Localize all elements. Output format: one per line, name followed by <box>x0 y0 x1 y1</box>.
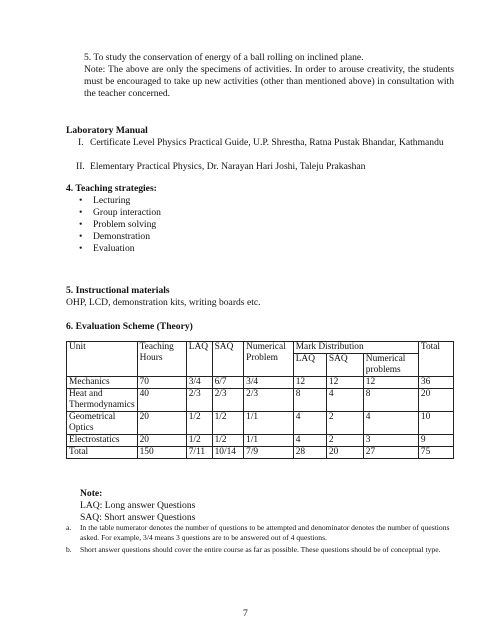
cell-numerical: 7/9 <box>244 447 294 459</box>
cell-mark-laq: 4 <box>293 435 326 447</box>
list-item: • Problem solving <box>79 219 157 230</box>
lab-manual-heading: Laboratory Manual <box>66 125 148 136</box>
table-row <box>67 377 454 389</box>
cell-unit: Total <box>67 447 138 459</box>
table-header-row <box>67 342 454 354</box>
note-saq: SAQ: Short answer Questions <box>80 512 196 523</box>
header-md-numerical: Numerical problems <box>363 354 418 377</box>
header-numerical-problem: Numerical Problem <box>244 342 294 377</box>
note-b-text: Short answer questions should cover the entire course as far as possible. These questions should be of conceptual type. <box>80 545 441 554</box>
header-unit: Unit <box>67 342 138 377</box>
cell-total: 20 <box>418 389 453 412</box>
cell-mark-laq: 8 <box>293 389 326 412</box>
header-laq: LAQ <box>186 342 212 377</box>
lab-manual-item-number: I. <box>78 137 84 148</box>
note-a-text: In the table numerator denotes the number of questions to be attempted and denominator denotes the number of questions asked. For example, 3/4 means 3 questions are to be answered out of 4 questions. <box>80 523 450 542</box>
bullet-icon: • <box>79 219 83 230</box>
cell-mark-laq: 28 <box>293 447 326 459</box>
cell-hours: 20 <box>137 412 186 435</box>
cell-mark-laq: 4 <box>293 412 326 435</box>
cell-unit: Mechanics <box>67 377 138 389</box>
evaluation-table <box>66 341 454 459</box>
cell-laq: 7/11 <box>186 447 212 459</box>
bullet-icon: • <box>79 207 83 218</box>
bullet-icon: • <box>79 195 83 206</box>
lab-manual-item-text: Elementary Practical Physics, Dr. Narayan Hari Joshi, Taleju Prakashan <box>90 161 366 172</box>
table-row <box>67 389 454 412</box>
cell-total: 9 <box>418 435 453 447</box>
lab-manual-item-number: II. <box>76 161 85 172</box>
cell-mark-numerical: 3 <box>363 435 418 447</box>
cell-numerical: 1/1 <box>244 412 294 435</box>
cell-total: 75 <box>418 447 453 459</box>
bullet-icon: • <box>79 231 83 242</box>
header-total: Total <box>418 342 453 377</box>
cell-saq: 2/3 <box>212 389 244 412</box>
activity-item-5: 5. To study the conservation of energy of a ball rolling on inclined plane. <box>84 52 364 63</box>
header-teaching-hours: Teaching Hours <box>137 342 186 377</box>
cell-numerical: 3/4 <box>244 377 294 389</box>
instructional-materials-heading: 5. Instructional materials <box>66 285 170 296</box>
cell-mark-numerical: 8 <box>363 389 418 412</box>
table-row <box>67 435 454 447</box>
cell-mark-saq: 2 <box>326 412 363 435</box>
note-heading: Note: <box>80 488 103 499</box>
header-md-saq: SAQ <box>326 354 363 377</box>
cell-mark-numerical: 27 <box>363 447 418 459</box>
instructional-materials-text: OHP, LCD, demonstration kits, writing boards etc. <box>66 297 261 308</box>
cell-unit: Geometrical Optics <box>67 412 138 435</box>
page-number: 7 <box>243 608 248 619</box>
list-item: • Demonstration <box>79 231 151 242</box>
cell-mark-laq: 12 <box>293 377 326 389</box>
note-b-label: b. <box>66 545 72 554</box>
list-item: • Evaluation <box>79 243 135 254</box>
bullet-icon: • <box>79 243 83 254</box>
note-b <box>66 545 464 555</box>
cell-mark-numerical: 12 <box>363 377 418 389</box>
lab-manual-item <box>66 161 454 173</box>
evaluation-scheme-heading: 6. Evaluation Scheme (Theory) <box>66 321 193 332</box>
header-md-laq: LAQ <box>293 354 326 377</box>
header-saq: SAQ <box>212 342 244 377</box>
cell-laq: 1/2 <box>186 412 212 435</box>
note-a-label: a. <box>66 523 72 532</box>
note-laq: LAQ: Long answer Questions <box>80 500 196 511</box>
cell-mark-numerical: 4 <box>363 412 418 435</box>
cell-saq: 1/2 <box>212 435 244 447</box>
cell-hours: 40 <box>137 389 186 412</box>
table-row <box>67 412 454 435</box>
cell-unit: Heat and Thermodynamics <box>67 389 138 412</box>
cell-saq: 1/2 <box>212 412 244 435</box>
cell-hours: 20 <box>137 435 186 447</box>
cell-numerical: 1/1 <box>244 435 294 447</box>
cell-mark-saq: 20 <box>326 447 363 459</box>
cell-numerical: 2/3 <box>244 389 294 412</box>
cell-total: 36 <box>418 377 453 389</box>
cell-mark-saq: 2 <box>326 435 363 447</box>
cell-hours: 70 <box>137 377 186 389</box>
header-mark-distribution: Mark Distribution <box>293 342 418 354</box>
cell-unit: Electrostatics <box>67 435 138 447</box>
list-item: • Lecturing <box>79 195 131 206</box>
cell-mark-saq: 4 <box>326 389 363 412</box>
cell-mark-saq: 12 <box>326 377 363 389</box>
cell-saq: 10/14 <box>212 447 244 459</box>
cell-laq: 3/4 <box>186 377 212 389</box>
activity-note: Note: The above are only the specimens of activities. In order to arouse creativity, the students must be encouraged to take up new activities (other than mentioned above) in consultation with the teacher concerned. <box>84 64 454 99</box>
cell-laq: 1/2 <box>186 435 212 447</box>
cell-hours: 150 <box>137 447 186 459</box>
cell-laq: 2/3 <box>186 389 212 412</box>
teaching-strategies-heading: 4. Teaching strategies: <box>66 183 157 194</box>
lab-manual-item-text: Certificate Level Physics Practical Guide, U.P. Shrestha, Ratna Pustak Bhandar, Kathmandu <box>90 137 444 148</box>
note-a <box>66 523 464 542</box>
list-item: • Group interaction <box>79 207 161 218</box>
teaching-strategies-list <box>76 195 161 255</box>
table-total-row <box>67 447 454 459</box>
cell-total: 10 <box>418 412 453 435</box>
lab-manual-item <box>66 137 454 161</box>
cell-saq: 6/7 <box>212 377 244 389</box>
